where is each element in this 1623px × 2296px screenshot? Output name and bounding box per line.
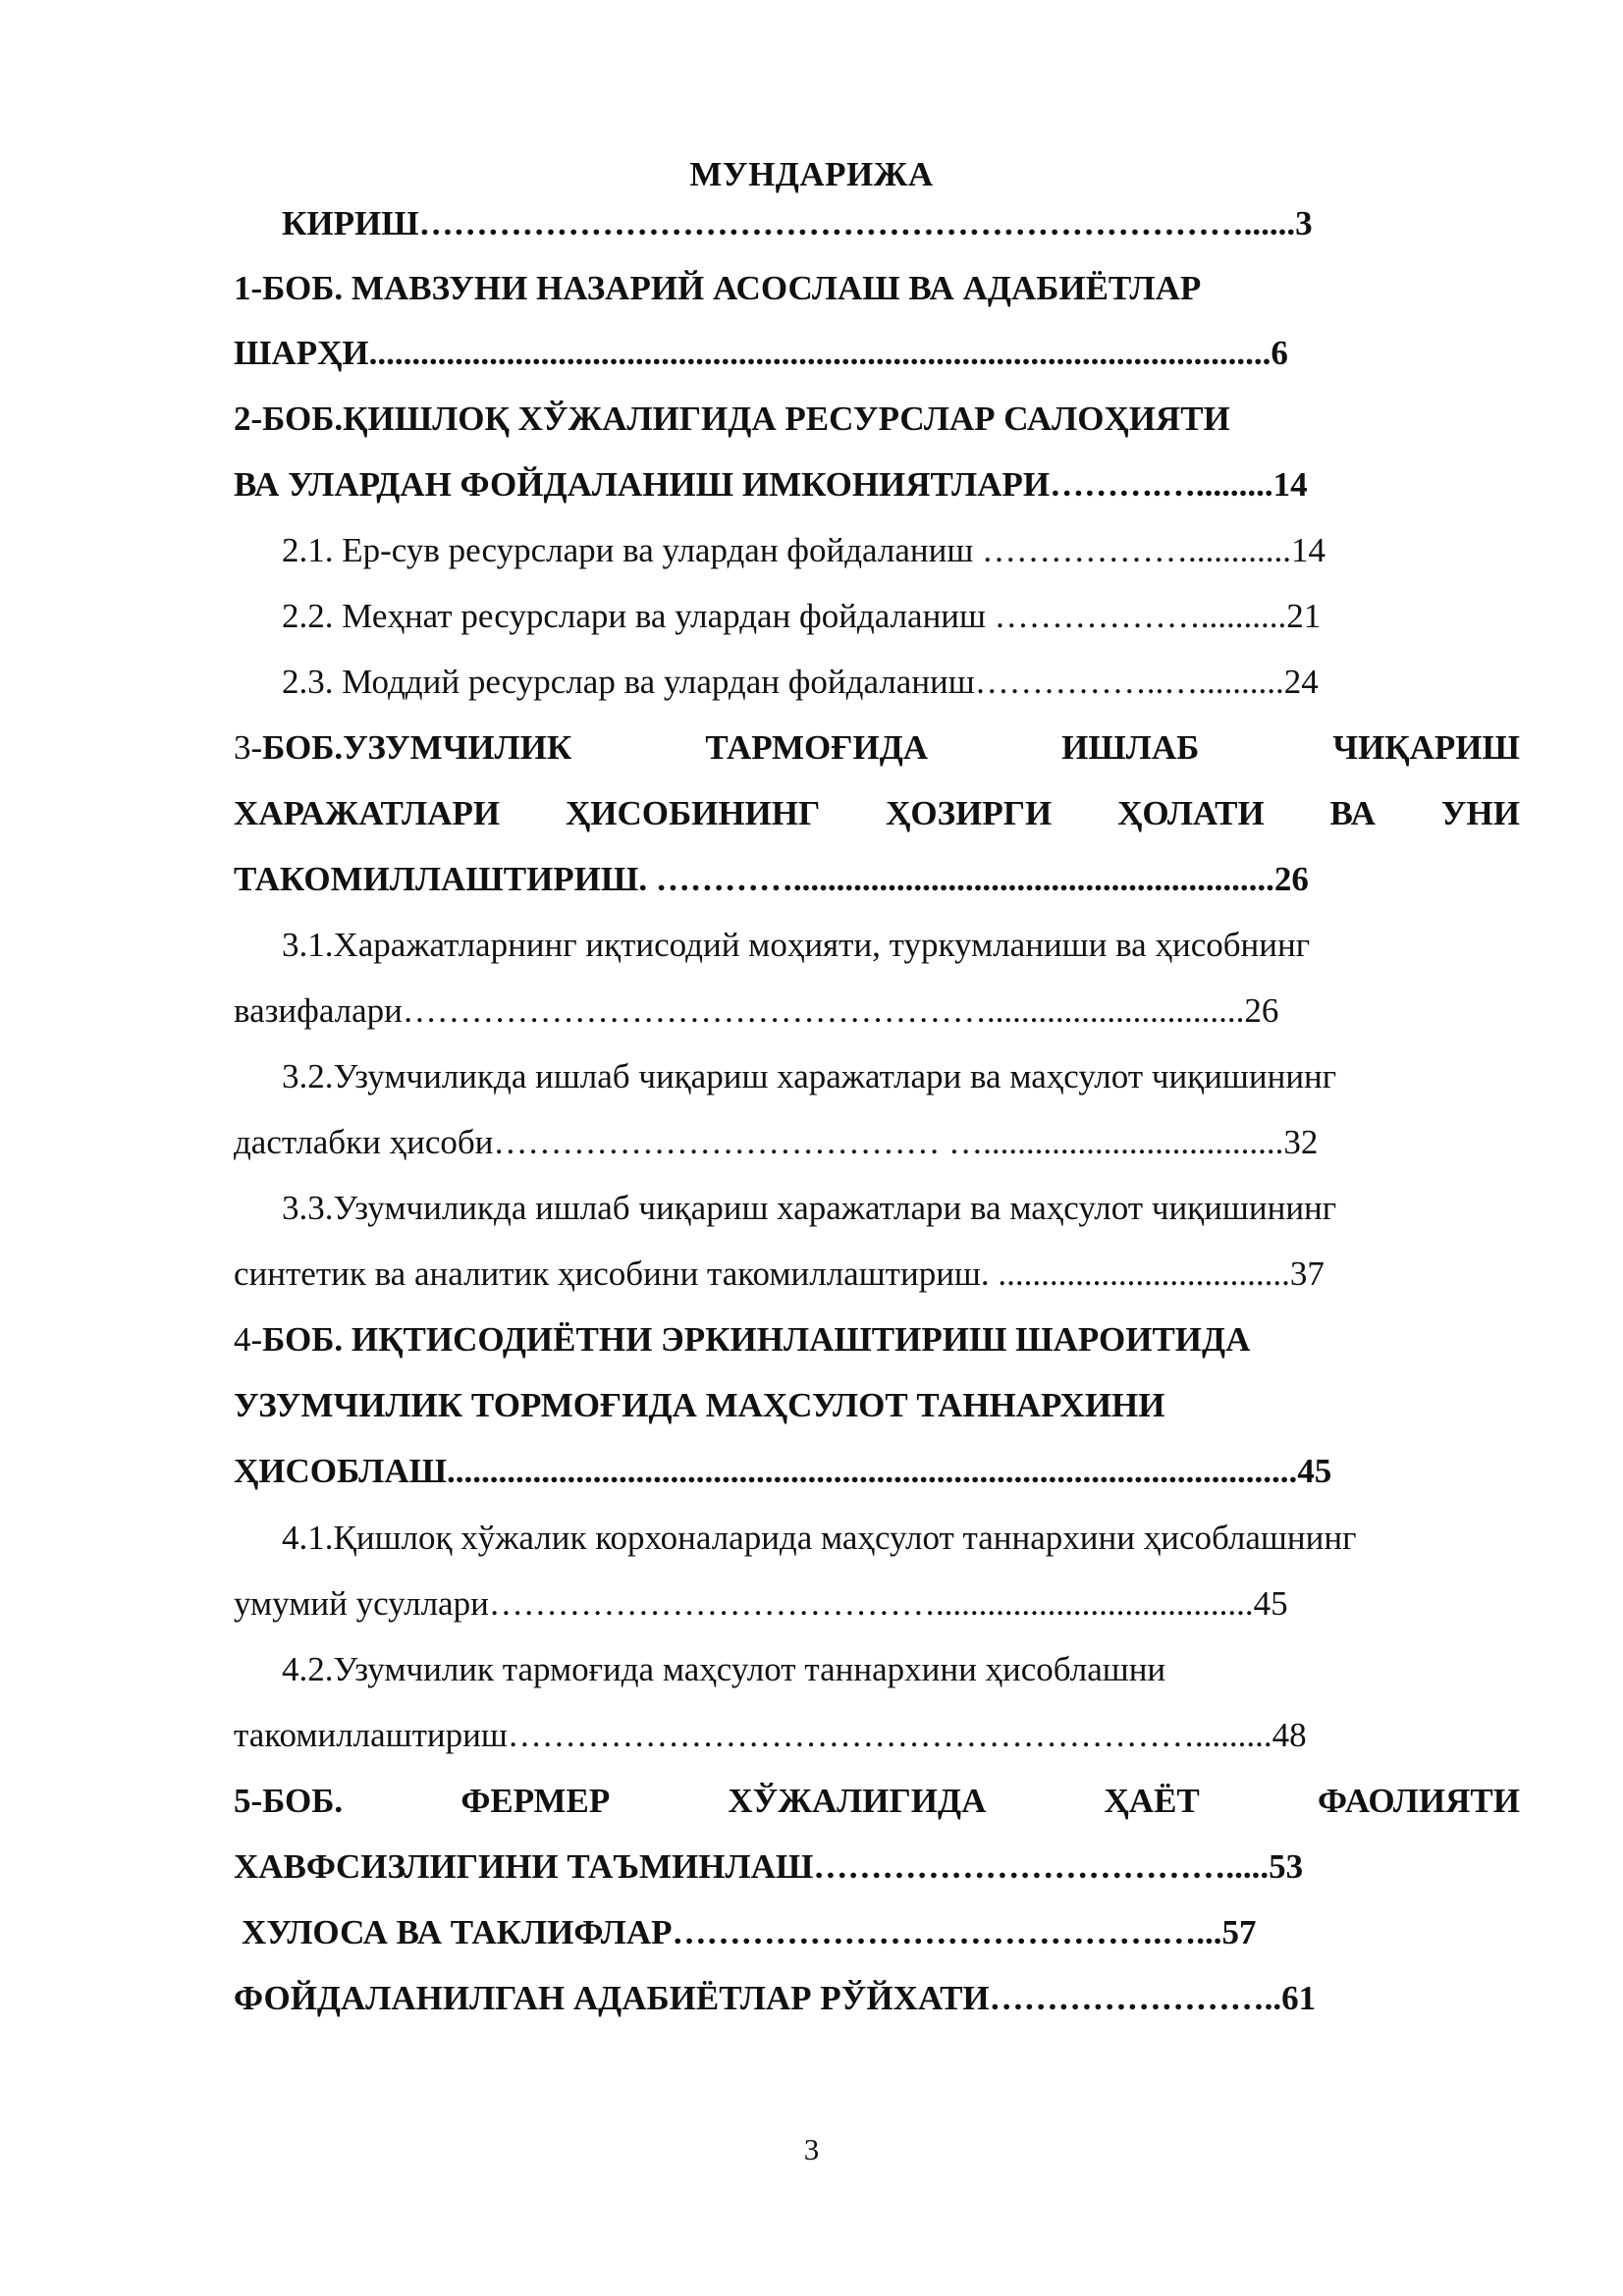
toc-entry-section-3-3-line-1: 3.3.Узумчиликда ишлаб чиқариш харажатлари ва маҳсулот чиқишининг [282,1189,1337,1227]
toc-entry-chapter-4-line-2: УЗУМЧИЛИК ТОРМОҒИДА МАҲСУЛОТ ТАННАРХИНИ [234,1386,1165,1424]
toc-entry-chapter-5-line-1 [234,1780,1520,1823]
chapter-3-word: ҲОЗИРГИ [886,794,1053,832]
toc-entry-section-3-2-line-2: дастлабки ҳисоби………………………………… …...................................32 [234,1123,1319,1161]
toc-entry-chapter-2-line-1: 2-БОБ.ҚИШЛОҚ ХЎЖАЛИГИДА РЕСУРСЛАР САЛОҲИЯТИ [234,400,1230,438]
toc-entry-section-3-1-line-2: вазифалари……………………………………………..............................26 [234,991,1279,1030]
toc-entry-section-3-3-line-2: синтетик ва аналитик ҳисобини такомиллаштириш. ..................................37 [234,1255,1325,1293]
toc-entry-chapter-3-line-2 [234,792,1520,835]
toc-entry-section-4-2-line-1: 4.2.Узумчилик тармоғида маҳсулот таннархини ҳисоблашни [282,1650,1166,1688]
chapter-5-word: ФЕРМЕР [460,1782,611,1820]
toc-entry-section-2-2: 2.2. Меҳнат ресурслари ва улардан фойдаланиш ………………..........21 [282,597,1322,635]
chapter-3-word: ХАРАЖАТЛАРИ [234,794,501,832]
chapter-5-word: ХЎЖАЛИГИДА [728,1782,987,1820]
toc-entry-section-3-1-line-1: 3.1.Харажатларнинг иқтисодий моҳияти, туркумланиши ва ҳисобнинг [282,926,1311,964]
toc-entry-conclusion: ХУЛОСА ВА ТАКЛИФЛАР…………………………………….…...57 [242,1913,1257,1951]
toc-title: МУНДАРИЖА [689,155,934,193]
chapter-3-word: ВА [1329,794,1376,832]
chapter-5-word: ФАОЛИЯТИ [1317,1782,1520,1820]
chapter-5-word: ҲАЁТ [1104,1782,1200,1820]
chapter-3-word: ИШЛАБ [1061,728,1200,767]
chapter-3-word: ЧИҚАРИШ [1332,728,1520,767]
toc-entry-section-4-1-line-1: 4.1.Қишлоқ хўжалик корхоналарида маҳсулот таннархини ҳисоблашнинг [282,1519,1357,1557]
toc-entry-chapter-1-line-1: 1-БОБ. МАВЗУНИ НАЗАРИЙ АСОСЛАШ ВА АДАБИЁТЛАР [234,269,1202,307]
chapter-3-word: ҲИСОБИНИНГ [565,794,821,832]
page-number: 3 [803,2132,820,2166]
toc-entry-section-4-2-line-2: такомиллаштириш…………………………………………………….........48 [234,1716,1307,1754]
toc-entry-chapter-1-line-2: ШАРҲИ.........................................................................................................6 [234,334,1288,372]
toc-entry-chapter-4-line-1: 4-БОБ. ИҚТИСОДИЁТНИ ЭРКИНЛАШТИРИШ ШАРОИТИДА [234,1320,1251,1359]
toc-entry-section-2-3: 2.3. Моддий ресурслар ва улардан фойдаланиш……………..…..........24 [282,663,1319,701]
toc-entry-section-2-1: 2.1. Ер-сув ресурслари ва улардан фойдаланиш ………………............14 [282,531,1326,569]
toc-entry-chapter-5-line-2: ХАВФСИЗЛИГИНИ ТАЪМИНЛАШ……………………………….....53 [234,1847,1304,1886]
toc-entry-chapter-3-line-3: ТАКОМИЛЛАШТИРИШ. …………........................................................26 [234,860,1309,898]
chapter-3-word: 3-БОБ.УЗУМЧИЛИК [234,728,572,767]
toc-entry-references: ФОЙДАЛАНИЛГАН АДАБИЁТЛАР РЎЙХАТИ……………………..61 [234,1979,1317,2017]
toc-entry-intro: КИРИШ………………………………………………………………......3 [282,204,1313,242]
toc-entry-chapter-2-line-2: ВА УЛАРДАН ФОЙДАЛАНИШ ИМКОНИЯТЛАРИ……….….........14 [234,465,1308,504]
chapter-3-word: ТАРМОҒИДА [705,728,929,767]
toc-entry-chapter-3-line-1 [234,726,1520,770]
chapter-3-word: ҲОЛАТИ [1117,794,1265,832]
chapter-5-word: 5-БОБ. [234,1782,344,1820]
toc-entry-section-4-1-line-2: умумий усуллари………………………………….....................................45 [234,1584,1288,1623]
chapter-3-word: УНИ [1440,794,1520,832]
toc-entry-chapter-4-line-3: ҲИСОБЛАШ...................................................................................................45 [234,1452,1332,1490]
toc-entry-section-3-2-line-1: 3.2.Узумчиликда ишлаб чиқариш харажатлари ва маҳсулот чиқишининг [282,1057,1337,1095]
